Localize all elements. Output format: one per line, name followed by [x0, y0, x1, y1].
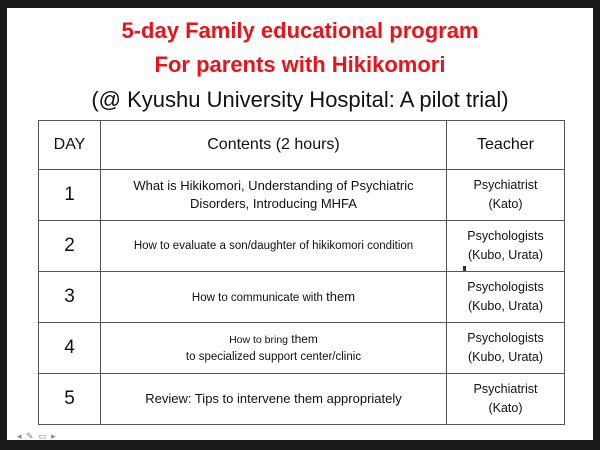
day-cell: 2 [39, 221, 101, 272]
content-line: Disorders, Introducing MHFA [190, 196, 357, 211]
teacher-role: Psychologists [467, 280, 544, 295]
teacher-cell [447, 374, 565, 425]
header-day: DAY [39, 121, 101, 170]
table-row [39, 272, 565, 323]
header-contents: Contents (2 hours) [101, 121, 447, 170]
teacher-cell [447, 170, 565, 221]
teacher-names: (Kubo, Urata) [467, 350, 544, 364]
teacher-role: Psychiatrist [473, 178, 538, 193]
content-line: How to communicate with [191, 291, 323, 304]
slide-nav-controls[interactable]: ◂ ✎ ▭ ▸ [17, 431, 57, 441]
content-line: How to bring [229, 334, 289, 347]
teacher-cell [447, 272, 565, 323]
teacher-names: (Kubo, Urata) [467, 299, 544, 313]
content-cell [101, 272, 447, 323]
teacher-names: (Kubo, Urata) [467, 248, 544, 262]
table-row [39, 221, 565, 272]
day-cell: 1 [39, 170, 101, 221]
teacher-cell [447, 221, 565, 272]
table-header-row [39, 121, 565, 170]
content-cell [101, 170, 447, 221]
day-cell: 4 [39, 323, 101, 374]
content-emphasis: them [291, 332, 318, 347]
content-emphasis: them [326, 288, 356, 304]
teacher-role: Psychologists [467, 331, 544, 346]
slide-title-line2: For parents with Hikikomori [154, 52, 446, 77]
table-row [39, 323, 565, 374]
content-cell [101, 374, 447, 425]
content-line: What is Hikikomori, Understanding of Psychiatric [133, 177, 414, 193]
content-line: Review: Tips to intervene them appropriately [145, 390, 402, 406]
content-line: How to evaluate a son/daughter of hikikomori condition [133, 239, 414, 252]
teacher-cell [447, 323, 565, 374]
table-row [39, 374, 565, 425]
day-cell: 5 [39, 374, 101, 425]
slide-subtitle: (@ Kyushu University Hospital: A pilot trial) [91, 87, 509, 112]
day-cell: 3 [39, 272, 101, 323]
content-cell [101, 323, 447, 374]
teacher-role: Psychiatrist [473, 382, 538, 397]
mouse-cursor-icon [463, 266, 466, 271]
content-cell [101, 221, 447, 272]
teacher-role: Psychologists [467, 229, 544, 244]
teacher-names: (Kato) [488, 401, 523, 415]
content-line: to specialized support center/clinic [185, 350, 362, 363]
teacher-names: (Kato) [488, 197, 523, 211]
slide-title-line1: 5-day Family educational program [121, 18, 479, 43]
slide [7, 8, 593, 440]
table-row [39, 170, 565, 221]
header-teacher: Teacher [447, 121, 565, 170]
program-table [38, 120, 565, 425]
